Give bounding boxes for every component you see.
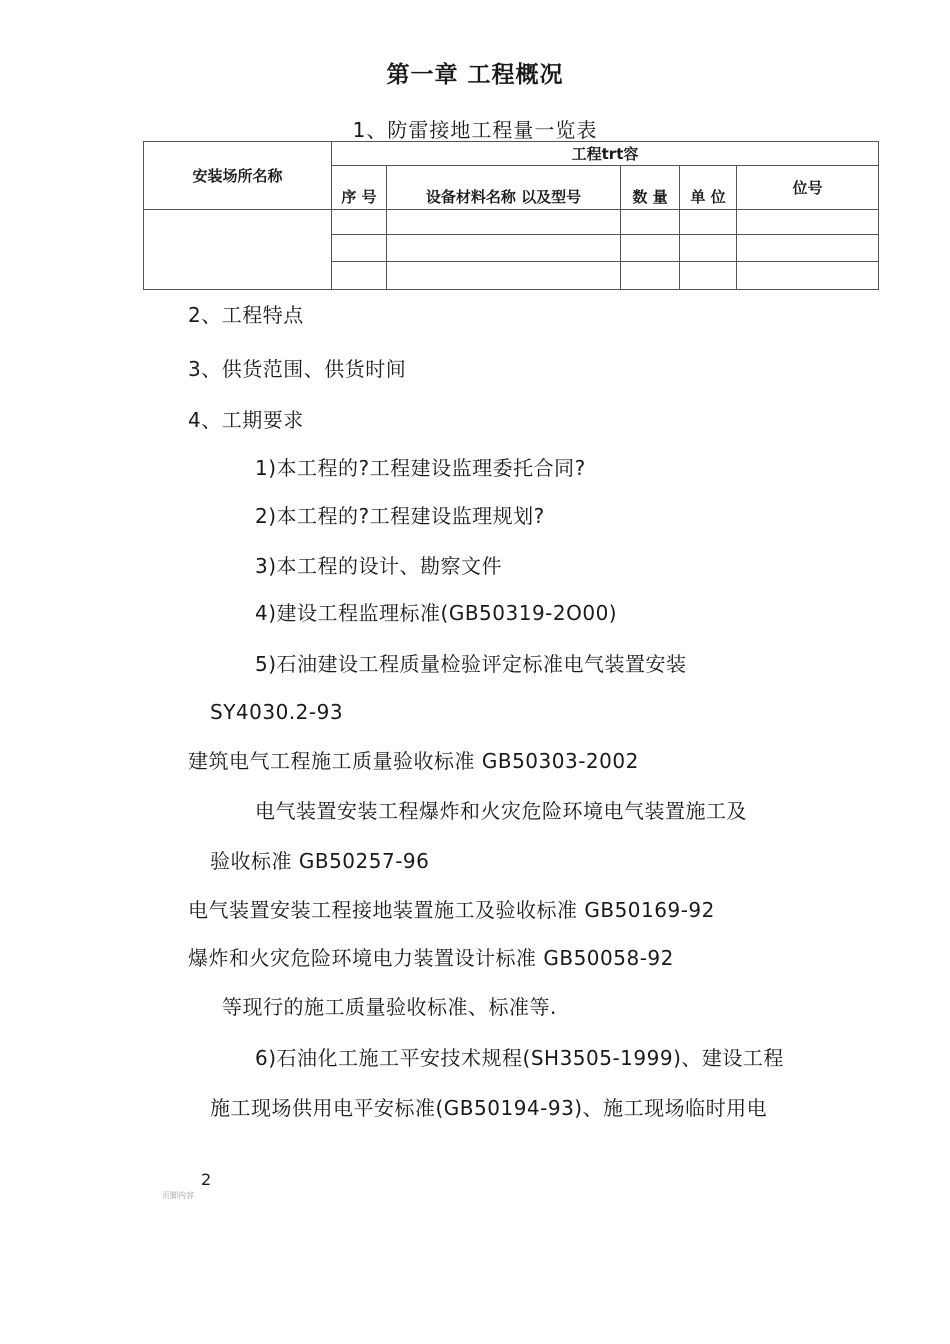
chapter-title: 第一章 工程概况: [386, 62, 564, 88]
section-heading: 4、工期要求: [188, 408, 304, 432]
table-cell: [737, 234, 879, 261]
table-cell: [387, 234, 621, 261]
table-cell: [680, 261, 737, 289]
list-item: 2)本工程的?工程建设监理规划?: [255, 504, 545, 528]
standard-line: 电气装置安装工程爆炸和火灾危险环境电气装置施工及: [255, 799, 747, 823]
footer-note: 页脚内容: [162, 1191, 194, 1200]
table-cell: [387, 210, 621, 234]
section-heading: 3、供货范围、供货时间: [188, 357, 407, 381]
table-cell: [737, 210, 879, 234]
table-cell: [332, 234, 387, 261]
table-caption: 1、防雷接地工程量一览表: [352, 118, 598, 142]
list-item-continuation: 施工现场供用电平安标准(GB50194-93)、施工现场临时用电: [210, 1096, 768, 1120]
table-cell: [332, 261, 387, 289]
table-cell: [621, 234, 680, 261]
page-number: 2: [201, 1170, 212, 1189]
list-item-continuation: SY4030.2-93: [210, 700, 344, 724]
table-cell: [144, 210, 332, 290]
standard-line: 建筑电气工程施工质量验收标准 GB50303-2002: [188, 749, 639, 773]
table-row: [144, 210, 879, 234]
list-item: 4)建设工程监理标准(GB50319-2O00): [255, 601, 618, 625]
table-cell: [387, 261, 621, 289]
list-item: 5)石油建设工程质量检验评定标准电气装置安装: [255, 652, 687, 676]
list-item: 1)本工程的?工程建设监理委托合同?: [255, 456, 586, 480]
standard-line: 电气装置安装工程接地装置施工及验收标准 GB50169-92: [188, 898, 715, 922]
quantity-table: [143, 141, 879, 290]
standard-line: 等现行的施工质量验收标准、标准等.: [222, 995, 557, 1019]
col-qty-header: 数 量: [621, 166, 680, 210]
col-pos-header: 位号: [737, 166, 879, 210]
col-seq-header: 序 号: [332, 166, 387, 210]
section-heading: 2、工程特点: [188, 303, 304, 327]
table-cell: [680, 234, 737, 261]
table-cell: [332, 210, 387, 234]
table-cell: [621, 261, 680, 289]
standard-line: 爆炸和火灾危险环境电力装置设计标准 GB50058-92: [188, 946, 674, 970]
table-cell: [680, 210, 737, 234]
standard-line: 验收标准 GB50257-96: [210, 849, 430, 873]
col-unit-header: 单 位: [680, 166, 737, 210]
list-item: 6)石油化工施工平安技术规程(SH3505-1999)、建设工程: [255, 1046, 784, 1070]
table-cell: [621, 210, 680, 234]
col-material-header: 设备材料名称 以及型号: [387, 166, 621, 210]
list-item: 3)本工程的设计、勘察文件: [255, 554, 503, 578]
table-cell: [737, 261, 879, 289]
group-header: 工程trt容: [332, 142, 879, 166]
col-place-header: 安装场所名称: [144, 142, 332, 210]
